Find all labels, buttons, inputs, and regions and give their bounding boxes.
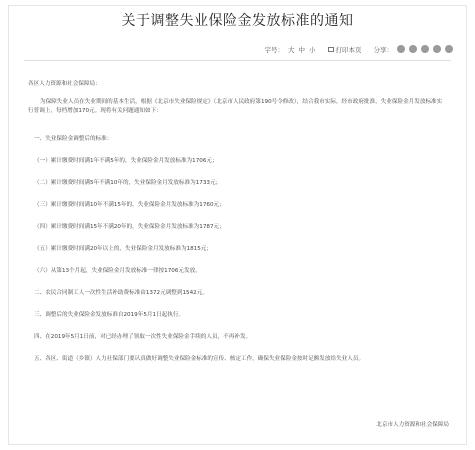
- print-label: 打印本页: [335, 45, 362, 54]
- page-title: 关于调整失业保险金发放标准的通知: [121, 13, 354, 29]
- printer-icon: [328, 47, 334, 52]
- issuing-authority: 北京市人力资源和社会保障局: [376, 422, 449, 428]
- list-item: （六）从第13个月起，失业保险金月发放标准一律按1706元发放。: [34, 268, 201, 274]
- section-paragraph: 五、各区、街道（乡镇）人力社保部门要认真做好调整失业保险金标准的宣传、核定工作，确保失业保险金按时足额发放给失业人员。: [34, 356, 365, 362]
- font-size-control: [265, 45, 316, 54]
- section-paragraph: 三、调整后的失业保险金发放标准自2019年5月1日起执行。: [34, 312, 185, 318]
- article-toolbar: [253, 42, 454, 56]
- share-label: 分享：: [373, 45, 393, 54]
- font-size-large[interactable]: 大: [288, 45, 295, 54]
- list-item: （一）累计缴费时间满1年不满5年的，失业保险金月发放标准为1706元；: [34, 158, 218, 164]
- list-item: （四）累计缴费时间满15年不满20年的，失业保险金月发放标准为1787元；: [34, 224, 225, 230]
- share-wechat-icon[interactable]: [409, 45, 417, 53]
- header-divider: [24, 60, 451, 61]
- share-weibo-icon[interactable]: [397, 45, 405, 53]
- share-renren-icon[interactable]: [433, 45, 441, 53]
- share-control: [374, 45, 454, 54]
- share-qzone-icon[interactable]: [421, 45, 429, 53]
- print-button[interactable]: [328, 45, 362, 54]
- section-paragraph: 四、在2019年5月1日前，对已经办理了领取一次性失业保险金手续的人员，不再补发。: [34, 334, 252, 340]
- font-size-label: 字号：: [264, 45, 284, 54]
- list-item: （三）累计缴费时间满10年不满15年的，失业保险金月发放标准为1760元；: [34, 202, 225, 208]
- salutation: 各区人力资源和社会保障局：: [28, 81, 101, 87]
- list-item: （二）累计缴费时间满5年不满10年的，失业保险金月发放标准为1733元；: [34, 180, 222, 186]
- font-size-medium[interactable]: 中: [298, 45, 305, 54]
- section-heading: 一、失业保险金调整后的标准：: [34, 136, 113, 142]
- section-paragraph: 二、农民合同制工人一次性生活补助费标准由1372元调整到1542元。: [34, 290, 208, 296]
- list-item: （五）累计缴费时间满20年以上的，失业保险金月发放标准为1815元；: [34, 246, 212, 252]
- intro-paragraph: 为保障失业人员在失业期间的基本生活，根据《北京市失业保险规定》（北京市人民政府第190号令修改），结合我市实际，经市政府批准，失业保险金月发放标准实行普调上，每档增加170元。现将有关问题通知如下：: [28, 99, 443, 114]
- font-size-small[interactable]: 小: [309, 45, 316, 54]
- share-more-icon[interactable]: [445, 45, 453, 53]
